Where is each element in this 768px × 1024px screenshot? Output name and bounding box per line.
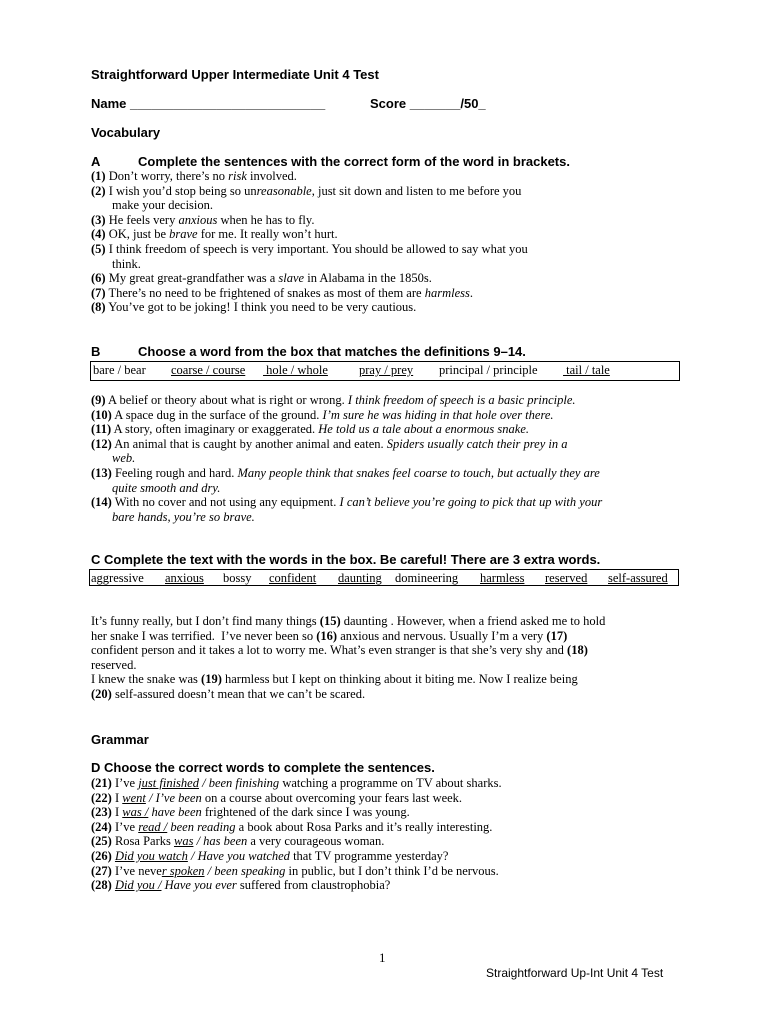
list-item [91, 791, 462, 806]
item-answer: slave [278, 271, 305, 286]
section-a-instruction-text: Complete the sentences with the correct form of the word in brackets. [138, 154, 570, 169]
item-text: I think freedom of speech is very important. You should be allowed to say what you [105, 242, 528, 256]
list-item [91, 820, 492, 835]
item-text: A belief or theory about what is right or wrong. [105, 393, 348, 407]
paragraph-line: her snake I was terrified. I’ve never been so (16) anxious and nervous. Usually I’m a very (17) [91, 628, 568, 643]
item-text: in Alabama in the 1850s. [304, 271, 432, 286]
list-item [91, 271, 691, 286]
item-number: (27) [91, 863, 112, 878]
paragraph-line: confident person and it takes a lot to worry me. What’s even stranger is that she’s very shy and (18) [91, 643, 588, 658]
page-number: 1 [379, 950, 386, 965]
item-number: (9) [91, 393, 106, 407]
box-c-word: confident [269, 571, 317, 585]
list-item [91, 834, 384, 849]
list-item [91, 227, 691, 242]
item-correct-answer: r spoken [161, 863, 205, 878]
item-text: OK, just be [105, 227, 170, 242]
item-text: a very courageous woman. [247, 834, 385, 849]
gap-number-15: (15) [319, 614, 341, 628]
box-c-word: anxious [165, 571, 204, 585]
item-text: A space dug in the surface of the ground. [111, 407, 323, 422]
section-c-instruction-text: Complete the text with the words in the box. Be careful! There are 3 extra words. [104, 552, 601, 567]
item-correct-answer: read / [138, 819, 168, 834]
gap-number-17: (17) [546, 628, 568, 643]
list-item [91, 466, 691, 495]
item-continuation: web. [112, 451, 136, 466]
list-item [91, 422, 691, 437]
item-correct-answer: was [173, 834, 194, 849]
item-text: frightened of the dark since I was young. [201, 805, 410, 820]
list-item [91, 169, 691, 184]
paragraph-line: reserved. [91, 657, 137, 672]
list-item [91, 393, 691, 408]
item-example: I think freedom of speech is a basic principle. [347, 393, 576, 407]
paragraph-line: I knew the snake was (19) harmless but I kept on thinking about it biting me. Now I realize being [91, 672, 578, 687]
item-text: for me. It really won’t hurt. [197, 227, 338, 242]
item-number: (6) [91, 271, 106, 286]
item-option: Have you ever [161, 878, 237, 893]
item-number: (7) [91, 285, 106, 300]
item-text: when he has to fly. [217, 212, 315, 227]
item-answer: anxious [178, 212, 218, 227]
gap-number-19: (19) [201, 672, 222, 687]
item-text: in public, but I don’t think I’d be nervous. [285, 863, 499, 878]
item-number: (1) [91, 169, 106, 183]
grammar-heading: Grammar [91, 732, 149, 747]
item-answer: brave [169, 227, 198, 242]
item-text: that TV programme yesterday? [289, 849, 449, 863]
item-continuation: bare hands, you’re so brave. [112, 509, 255, 524]
section-a-instruction [91, 155, 570, 170]
item-text: There’s no need to be frightened of snakes as most of them are [105, 285, 425, 300]
item-text: . [469, 285, 473, 300]
vocabulary-heading: Vocabulary [91, 125, 161, 140]
item-number: (23) [91, 805, 112, 820]
item-answer: risk [228, 169, 247, 183]
section-d-instruction-text: Choose the correct words to complete the sentences. [104, 760, 435, 775]
item-example: I’m sure he was hiding in that hole over there. [322, 407, 554, 422]
box-c-word: domineering [395, 571, 459, 585]
section-c-letter: C [91, 552, 101, 567]
list-item [91, 805, 410, 820]
item-option: / I’ve been [145, 790, 202, 805]
section-b-letter: B [91, 344, 101, 359]
section-c-word-box [89, 569, 679, 586]
item-number: (25) [91, 834, 112, 849]
item-text: on a course about overcoming your fears last week. [201, 790, 463, 805]
item-option: / Have you watched [187, 849, 290, 863]
item-answer: harmless [424, 285, 470, 300]
section-b-instruction [91, 345, 526, 360]
list-item [91, 286, 691, 301]
item-text: He feels very [105, 212, 179, 227]
box-c-word: daunting [338, 571, 382, 585]
item-correct-answer: just finished [138, 776, 199, 790]
box-c-word: reserved [545, 571, 588, 585]
score-field-label: Score _______/50_ [370, 96, 486, 111]
item-text: I’ve [111, 819, 139, 834]
item-text: A story, often imaginary or exaggerated. [111, 422, 319, 437]
item-example: I can’t believe you’re going to pick that up with your [339, 495, 603, 510]
section-c-instruction [91, 553, 600, 568]
item-number: (22) [91, 790, 112, 805]
section-d-instruction [91, 761, 435, 776]
item-number: (26) [91, 849, 112, 863]
item-text: I’ve neve [111, 863, 162, 878]
gap-number-20: (20) [91, 686, 112, 701]
item-option: / been speaking [204, 863, 286, 878]
list-item [91, 408, 691, 423]
item-number: (2) [91, 183, 106, 198]
item-text: watching a programme on TV about sharks. [279, 776, 502, 790]
item-text: Rosa Parks [111, 834, 174, 849]
item-text: involved. [246, 169, 297, 183]
item-text: I [111, 805, 123, 820]
section-d-letter: D [91, 760, 101, 775]
list-item [91, 495, 691, 524]
item-number: (8) [91, 300, 106, 315]
list-item [91, 776, 502, 791]
item-number: (28) [91, 878, 112, 893]
item-option: have been [148, 805, 202, 820]
item-option: been reading [167, 819, 236, 834]
gap-number-16: (16) [316, 628, 338, 643]
item-continuation: think. [112, 256, 141, 271]
item-number: (3) [91, 212, 106, 227]
item-text: You’ve got to be joking! I think you need to be very cautious. [105, 300, 417, 315]
item-continuation: quite smooth and dry. [112, 480, 221, 495]
section-b-word-box [90, 361, 680, 381]
section-c-paragraph [91, 614, 691, 702]
item-text: a book about Rosa Parks and it’s really interesting. [235, 819, 493, 834]
item-answer: reasonable [256, 183, 312, 198]
item-option: / been finishing [198, 776, 280, 790]
list-item [91, 864, 499, 879]
item-number: (24) [91, 819, 112, 834]
item-number: (13) [91, 466, 112, 480]
item-example: Spiders usually catch their prey in a [386, 436, 568, 451]
item-text: Don’t worry, there’s no [105, 169, 229, 183]
item-text: I wish you’d stop being so un [105, 183, 257, 198]
box-b-word: bare / bear [93, 363, 146, 377]
item-correct-answer: Did you / [114, 878, 162, 893]
item-correct-answer: went [122, 790, 146, 805]
gap-number-18: (18) [567, 643, 588, 658]
item-option: / has been [193, 834, 248, 849]
box-b-word: coarse / course [171, 363, 246, 377]
item-text: suffered from claustrophobia? [236, 878, 391, 893]
item-example: He told us a tale about a enormous snake. [318, 422, 530, 437]
item-text: With no cover and not using any equipment. [111, 495, 340, 510]
section-a-letter: A [91, 154, 101, 169]
box-b-word: principal / principle [439, 363, 538, 377]
item-text: , just sit down and listen to me before you [311, 183, 522, 198]
item-correct-answer: Did you watch [114, 849, 188, 863]
item-continuation: make your decision. [112, 198, 214, 213]
name-field-label: Name ___________________________ [91, 96, 326, 111]
list-item [91, 184, 691, 213]
item-text: I [111, 790, 123, 805]
box-c-word: harmless [480, 571, 525, 585]
box-c-word: aggressive [91, 571, 144, 585]
item-number: (12) [91, 436, 112, 451]
box-c-word: self-assured [608, 571, 668, 585]
box-b-word: pray / prey [359, 363, 414, 377]
list-item [91, 213, 691, 228]
item-text: An animal that is caught by another animal and eaten. [111, 436, 387, 451]
item-number: (14) [91, 495, 112, 510]
list-item [91, 300, 691, 315]
item-number: (4) [91, 227, 106, 242]
item-number: (21) [91, 776, 112, 790]
section-b-instruction-text: Choose a word from the box that matches the definitions 9–14. [138, 344, 526, 359]
box-b-word: hole / whole [263, 363, 328, 377]
item-correct-answer: was / [122, 805, 149, 820]
item-text: I’ve [111, 776, 139, 790]
list-item [91, 437, 691, 466]
item-text: Feeling rough and hard. [111, 466, 238, 480]
page-title: Straightforward Upper Intermediate Unit 4 Test [91, 67, 379, 82]
footer-text: Straightforward Up-Int Unit 4 Test [486, 966, 664, 980]
item-number: (11) [91, 422, 112, 437]
list-item [91, 242, 691, 271]
box-c-word: bossy [223, 571, 252, 585]
item-number: (5) [91, 242, 106, 256]
item-number: (10) [91, 407, 112, 422]
paragraph-line: It’s funny really, but I don’t find many things (15) daunting . However, when a friend asked me to hold [91, 614, 606, 628]
box-b-word: tail / tale [563, 363, 610, 377]
item-example: Many people think that snakes feel coarse to touch, but actually they are [237, 466, 600, 480]
list-item [91, 849, 448, 864]
paragraph-line: (20) self-assured doesn’t mean that we can’t be scared. [91, 686, 366, 701]
item-text: My great great-grandfather was a [105, 271, 279, 286]
list-item [91, 878, 390, 893]
